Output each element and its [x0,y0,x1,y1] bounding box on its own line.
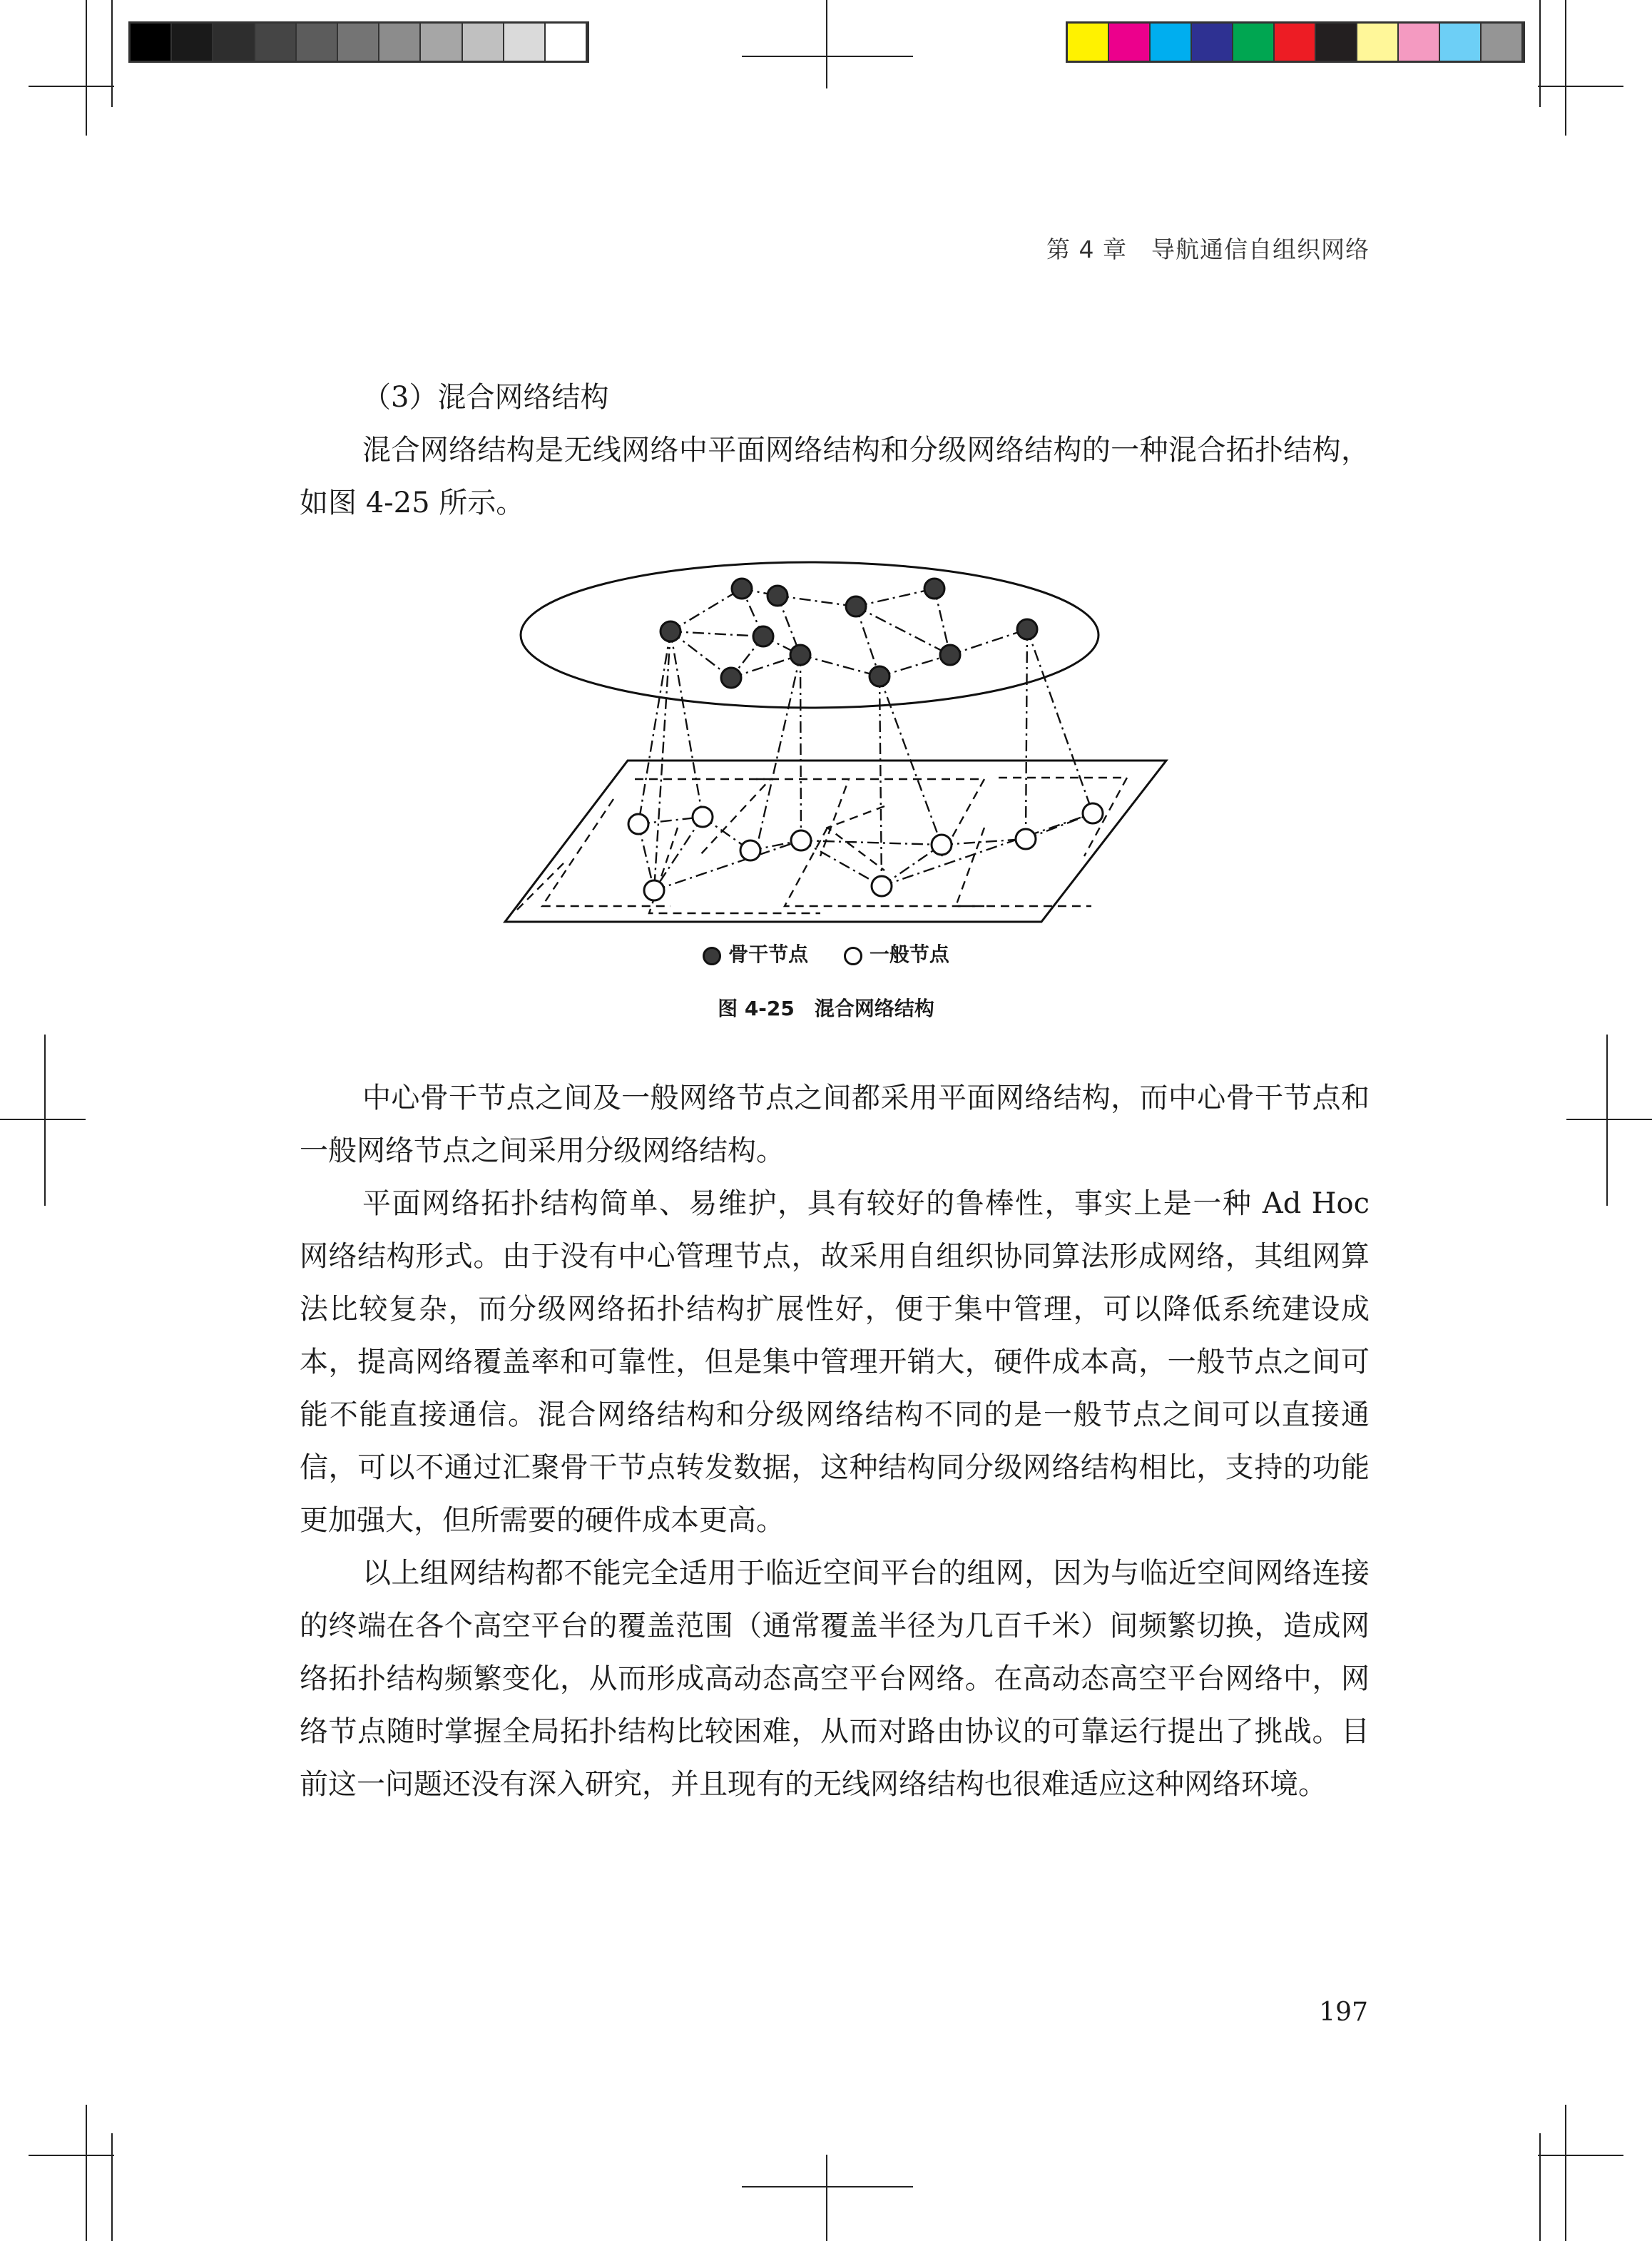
color-swatch [1440,24,1482,61]
backbone-layer-ellipse [521,562,1098,708]
backbone-node [1017,619,1037,639]
general-node [1016,829,1036,849]
running-header: 第 4 章 导航通信自组织网络 [1046,235,1370,263]
body-paragraph: 以上组网结构都不能完全适用于临近空间平台的组网，因为与临近空间网络连接的终端在各个高空平台的覆盖范围（通常覆盖半径为几百千米）间频繁切换，造成网络拓扑结构频繁变化，从而形成高动态高空平台网络。在高动态高空平台网络中，网络节点随时掌握全局拓扑结构比较困难，从而对路由协议的可靠运行提出了挑战。目前这一问题还没有深入研究，并且现有的无线网络结构也很难适应这种网络环境。 [300,1557,1370,1801]
color-swatch [1233,24,1275,61]
general-nodes [628,803,1103,900]
color-swatch [1109,24,1151,61]
general-node [644,880,664,900]
backbone-node-legend-icon [703,947,721,965]
intro-paragraph-block [300,424,1370,529]
general-layer-plane [505,761,1166,922]
general-node [693,807,713,827]
gray-swatch [463,24,504,61]
color-swatch [1316,24,1357,61]
color-swatch [1151,24,1192,61]
gray-swatch [546,24,587,61]
color-swatch [1275,24,1316,61]
body-text [300,1072,1370,1811]
backbone-node [721,668,741,688]
backbone-node [732,579,752,599]
gray-swatch [172,24,213,61]
hybrid-network-diagram [485,557,1184,928]
color-swatch [1068,24,1109,61]
backbone-node [790,645,810,665]
gray-swatch [297,24,338,61]
body-paragraph: 中心骨干节点之间及一般网络节点之间都采用平面网络结构，而中心骨干节点和一般网络节点之间采用分级网络结构。 [300,1082,1370,1167]
coverage-cells [514,778,1127,913]
color-swatch [1192,24,1233,61]
legend-backbone-label: 骨干节点 [728,942,809,966]
general-node-legend-icon [844,947,862,965]
general-node [740,840,760,860]
figure-legend [0,939,1652,967]
backbone-node [940,645,960,665]
backbone-node [753,626,773,646]
gray-swatch [255,24,297,61]
gray-swatch [213,24,255,61]
general-node [872,876,892,896]
grayscale-color-bar [128,21,589,63]
gray-swatch [504,24,546,61]
gray-swatch [379,24,421,61]
general-node [932,835,952,855]
gray-swatch [421,24,462,61]
legend-general-label: 一般节点 [869,942,949,966]
general-node [628,814,648,834]
backbone-node [924,579,944,599]
color-swatch [1357,24,1399,61]
general-node [1083,803,1103,823]
process-color-bar [1066,21,1525,63]
color-swatch [1482,24,1523,61]
body-paragraph: 平面网络拓扑结构简单、易维护，具有较好的鲁棒性，事实上是一种 Ad Hoc 网络结构形式。由于没有中心管理节点，故采用自组织协同算法形成网络，其组网算法比较复杂，而分级网络拓扑结构扩展性好，便于集中管理，可以降低系统建设成本，提高网络覆盖率和可靠性，但是集中管理开销大，硬件成本高，一般节点之间可能不能直接通信。混合网络结构和分级网络结构不同的是一般节点之间可以直接通信，可以不通过汇聚骨干节点转发数据，这种结构同分级网络结构相比，支持的功能更加强大，但所需要的硬件成本更高。 [300,1187,1370,1537]
page-number: 197 [1319,1998,1368,2027]
backbone-node [661,621,680,641]
general-node [791,830,811,850]
intro-paragraph: 混合网络结构是无线网络中平面网络结构和分级网络结构的一种混合拓扑结构，如图 4-25 所示。 [300,434,1370,519]
gray-swatch [338,24,379,61]
backbone-node [870,666,889,686]
backbone-node [768,586,787,606]
backbone-node [846,596,866,616]
figure-caption: 图 4-25 混合网络结构 [718,997,934,1020]
gray-swatch [131,24,172,61]
section-heading: （3）混合网络结构 [362,381,609,414]
color-swatch [1399,24,1440,61]
